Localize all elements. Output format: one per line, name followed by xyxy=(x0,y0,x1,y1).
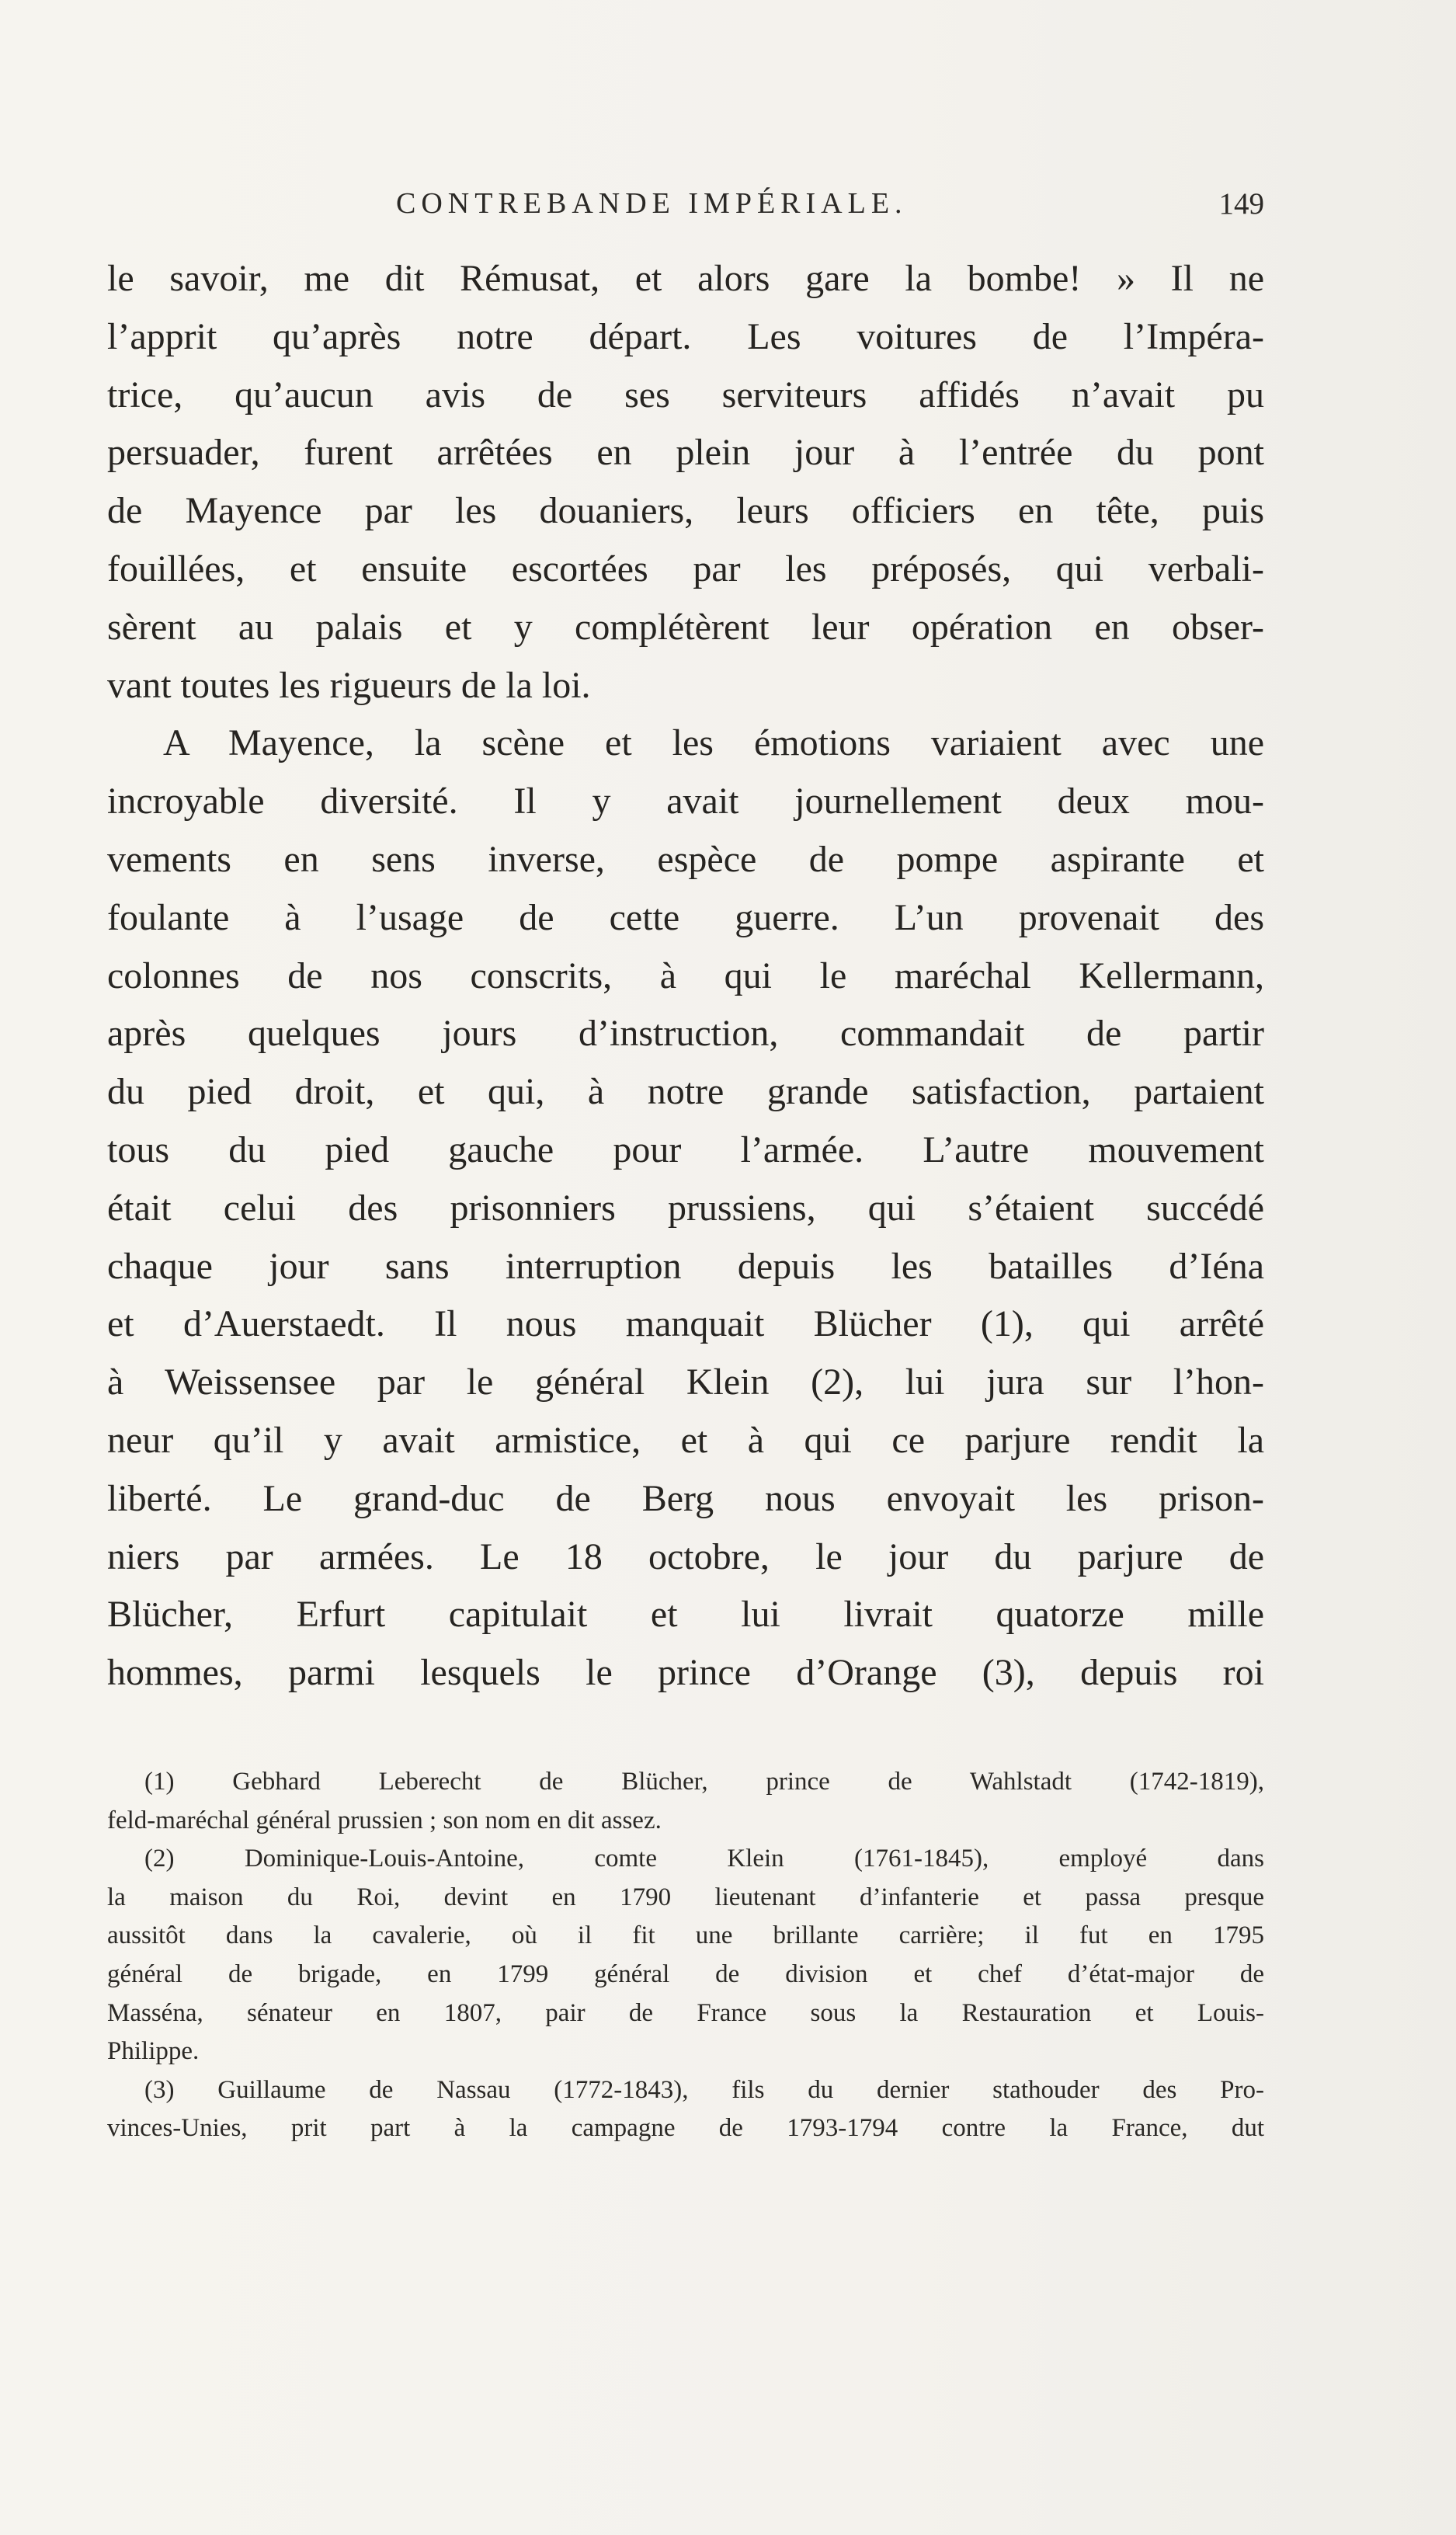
footnote-2-line: Masséna, sénateur en 1807, pair de France sous la Restauration et Louis- xyxy=(107,1998,1264,2027)
footnote-2-line: (2) Dominique-Louis-Antoine, comte Klein (1761-1845), employé dans xyxy=(144,1845,1264,1873)
body-line: à Weissensee par le général Klein (2), lui jura sur l’hon- xyxy=(107,1361,1264,1403)
body-text xyxy=(107,250,1264,1702)
body-line: persuader, furent arrêtées en plein jour à l’entrée du pont xyxy=(107,432,1264,474)
page-header xyxy=(107,186,1264,227)
paragraph-start-line: A Mayence, la scène et les émotions variaient avec une xyxy=(163,722,1264,764)
body-line: chaque jour sans interruption depuis les batailles d’Iéna xyxy=(107,1245,1264,1287)
body-line: vant toutes les rigueurs de la loi. xyxy=(107,664,591,706)
body-line: Blücher, Erfurt capitulait et lui livrait quatorze mille xyxy=(107,1594,1264,1636)
page-number: 149 xyxy=(1218,187,1264,221)
footnote-2-line: aussitôt dans la cavalerie, où il fit une brillante carrière; il fut en 1795 xyxy=(107,1921,1264,1950)
body-line: après quelques jours d’instruction, commandait de partir xyxy=(107,1013,1264,1055)
body-line: niers par armées. Le 18 octobre, le jour du parjure de xyxy=(107,1535,1264,1577)
body-line: était celui des prisonniers prussiens, qui s’étaient succédé xyxy=(107,1187,1264,1229)
body-line: de Mayence par les douaniers, leurs officiers en tête, puis xyxy=(107,490,1264,532)
body-line: colonnes de nos conscrits, à qui le maréchal Kellermann, xyxy=(107,955,1264,996)
footnote-2-line: la maison du Roi, devint en 1790 lieutenant d’infanterie et passa presque xyxy=(107,1883,1264,1911)
body-line: neur qu’il y avait armistice, et à qui ce parjure rendit la xyxy=(107,1419,1264,1461)
body-line: et d’Auerstaedt. Il nous manquait Blücher (1), qui arrêté xyxy=(107,1303,1264,1345)
body-line: liberté. Le grand-duc de Berg nous envoyait les prison- xyxy=(107,1477,1264,1519)
body-line: trice, qu’aucun avis de ses serviteurs affidés n’avait pu xyxy=(107,374,1264,416)
running-title: CONTREBANDE IMPÉRIALE. xyxy=(396,187,908,220)
footnote-2-line: Philippe. xyxy=(107,2037,200,2066)
body-line: incroyable diversité. Il y avait journellement deux mou- xyxy=(107,781,1264,822)
body-line: sèrent au palais et y complétèrent leur opération en obser- xyxy=(107,606,1264,648)
body-line: l’apprit qu’après notre départ. Les voitures de l’Impéra- xyxy=(107,315,1264,357)
footnote-3-line: vinces-Unies, prit part à la campagne de 1793-1794 contre la France, dut xyxy=(107,2114,1264,2143)
footnote-3-line: (3) Guillaume de Nassau (1772-1843), fils du dernier stathouder des Pro- xyxy=(144,2075,1264,2104)
body-line: foulante à l’usage de cette guerre. L’un provenait des xyxy=(107,896,1264,938)
footnote-2-line: général de brigade, en 1799 général de division et chef d’état-major de xyxy=(107,1959,1264,1988)
footnotes xyxy=(107,1763,1264,2148)
body-line: fouillées, et ensuite escortées par les préposés, qui verbali- xyxy=(107,548,1264,589)
footnote-1-line: (1) Gebhard Leberecht de Blücher, prince de Wahlstadt (1742-1819), xyxy=(144,1768,1264,1796)
footnote-1-line: feld-maréchal général prussien ; son nom en dit assez. xyxy=(107,1806,662,1834)
body-line: le savoir, me dit Rémusat, et alors gare la bombe! » Il ne xyxy=(107,258,1264,299)
body-line: hommes, parmi lesquels le prince d’Orange (3), depuis roi xyxy=(107,1652,1264,1694)
body-line: vements en sens inverse, espèce de pompe aspirante et xyxy=(107,838,1264,880)
body-line: tous du pied gauche pour l’armée. L’autre mouvement xyxy=(107,1128,1264,1170)
body-line: du pied droit, et qui, à notre grande satisfaction, partaient xyxy=(107,1071,1264,1113)
